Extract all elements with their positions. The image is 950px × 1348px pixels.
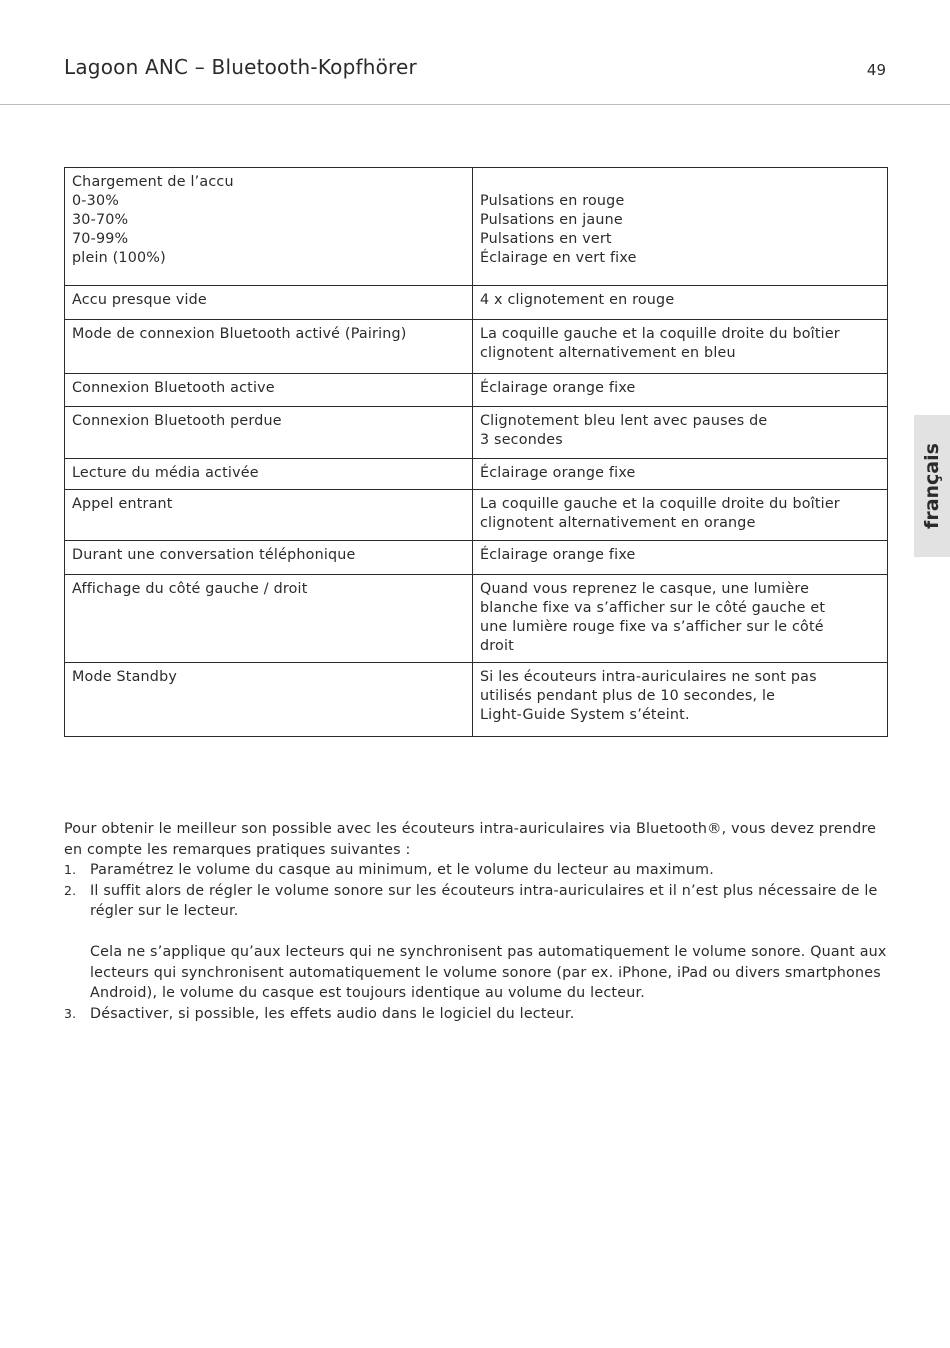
list-item-number: 2. <box>64 882 77 898</box>
table-cell-status: Chargement de l’accu 0-30% 30-70% 70-99% plein (100%) <box>65 168 473 286</box>
page-title: Lagoon ANC – Bluetooth-Kopfhörer <box>64 55 417 79</box>
table-row <box>65 286 888 320</box>
list-item-text: Il suffit alors de régler le volume sonore sur les écouteurs intra-auriculaires et il n’est plus nécessaire de le régler sur le lecteur. <box>90 882 878 919</box>
table-row <box>65 663 888 737</box>
table-cell-status: Lecture du média activée <box>65 459 473 490</box>
table-row <box>65 490 888 541</box>
table-cell-indicator: Quand vous reprenez le casque, une lumière blanche fixe va s’afficher sur le côté gauche et une lumière rouge fixe va s’afficher sur le côté droit <box>473 575 888 663</box>
table-cell-status: Connexion Bluetooth perdue <box>65 407 473 459</box>
table-row <box>65 459 888 490</box>
table-cell-indicator: Pulsations en rouge Pulsations en jaune Pulsations en vert Éclairage en vert fixe <box>473 168 888 286</box>
table-cell-indicator: 4 x clignotement en rouge <box>473 286 888 320</box>
table-cell-status: Accu presque vide <box>65 286 473 320</box>
table-row <box>65 374 888 407</box>
list-item-text: Désactiver, si possible, les effets audio dans le logiciel du lecteur. <box>90 1005 575 1022</box>
table-row <box>65 575 888 663</box>
tips-list <box>64 860 894 1024</box>
table-cell-indicator: Éclairage orange fixe <box>473 374 888 407</box>
table-cell-indicator: La coquille gauche et la coquille droite du boîtier clignotent alternativement en orange <box>473 490 888 541</box>
table-cell-indicator: Clignotement bleu lent avec pauses de 3 secondes <box>473 407 888 459</box>
header-divider <box>0 104 950 105</box>
table-cell-status: Connexion Bluetooth active <box>65 374 473 407</box>
table-cell-status: Mode Standby <box>65 663 473 737</box>
list-item <box>64 860 894 881</box>
list-item <box>64 1004 894 1025</box>
list-item-number: 3. <box>64 1005 77 1021</box>
table-cell-indicator: Si les écouteurs intra-auriculaires ne sont pas utilisés pendant plus de 10 secondes, le Light-Guide System s’éteint. <box>473 663 888 737</box>
table-row <box>65 320 888 374</box>
page-number: 49 <box>866 61 886 79</box>
list-item-number: 1. <box>64 862 77 877</box>
language-tab-label: français <box>921 443 943 529</box>
table-row <box>65 168 888 286</box>
table-row <box>65 407 888 459</box>
intro-paragraph: Pour obtenir le meilleur son possible avec les écouteurs intra-auriculaires via Bluetooth®, vous devez prendre en compte les remarques pratiques suivantes : <box>64 821 877 858</box>
table-cell-status: Affichage du côté gauche / droit <box>65 575 473 663</box>
table-row <box>65 541 888 575</box>
table-cell-status: Durant une conversation téléphonique <box>65 541 473 575</box>
led-status-table <box>64 167 888 737</box>
list-item-note: Cela ne s’applique qu’aux lecteurs qui ne synchronisent pas automatiquement le volume sonore. Quant aux lecteurs qui synchronisent automatiquement le volume sonore (par ex. iPhone, iPad ou divers smartphones Android), le volume du casque est toujours identique au volume du lecteur. <box>90 944 887 1001</box>
table-cell-indicator: Éclairage orange fixe <box>473 459 888 490</box>
table-cell-indicator: La coquille gauche et la coquille droite du boîtier clignotent alternativement en bleu <box>473 320 888 374</box>
table-cell-indicator: Éclairage orange fixe <box>473 541 888 575</box>
table-cell-status: Mode de connexion Bluetooth activé (Pairing) <box>65 320 473 374</box>
table-cell-status: Appel entrant <box>65 490 473 541</box>
language-tab <box>914 415 950 557</box>
list-item <box>64 881 894 1004</box>
list-item-text: Paramétrez le volume du casque au minimum, et le volume du lecteur au maximum. <box>90 862 714 878</box>
